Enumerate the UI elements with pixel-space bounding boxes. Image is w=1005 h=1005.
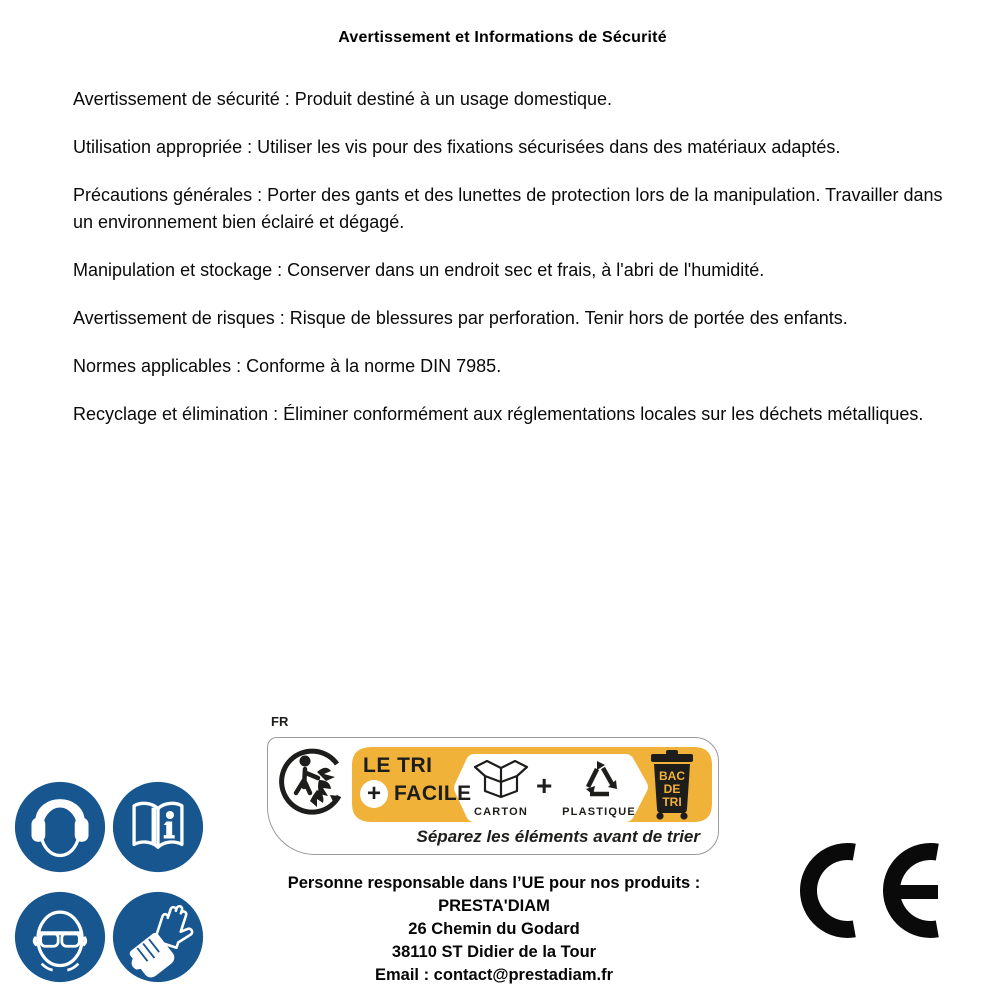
eu-responsible-contact-block: [258, 872, 730, 987]
svg-text:TRI: TRI: [662, 795, 682, 809]
safety-paragraph: Recyclage et élimination : Éliminer conformément aux réglementations locales sur les déchets métalliques.: [73, 404, 924, 424]
wear-protective-gloves-icon: [112, 891, 204, 983]
material-label: PLASTIQUE: [562, 806, 636, 818]
svg-text:BAC: BAC: [659, 769, 685, 783]
safety-paragraph: Utilisation appropriée : Utiliser les vis pour des fixations sécurisées dans des matériaux adaptés.: [73, 137, 841, 157]
mandatory-safety-icons: [14, 781, 210, 983]
responsible-person-line: Personne responsable dans l’UE pour nos produits :: [287, 874, 701, 892]
bac-de-tri-bin-icon: [646, 750, 698, 820]
country-code-label: FR: [271, 714, 289, 729]
wear-eye-protection-icon: [14, 891, 106, 983]
address-line: 38110 ST Didier de la Tour: [391, 943, 597, 961]
letri-plus-badge: [360, 780, 388, 808]
sorting-instruction-note: Séparez les éléments avant de trier: [416, 827, 700, 846]
material-label: CARTON: [473, 806, 529, 818]
carton-box-icon: [472, 757, 530, 799]
address-line: 26 Chemin du Godard: [408, 920, 580, 938]
svg-text:DE: DE: [663, 782, 681, 796]
safety-paragraph: Manipulation et stockage : Conserver dans un endroit sec et frais, à l'abri de l'humidité.: [73, 260, 765, 280]
plus-sign: +: [366, 780, 381, 807]
company-name: PRESTA'DIAM: [438, 897, 550, 915]
safety-paragraph: Avertissement de sécurité : Produit destiné à un usage domestique.: [73, 89, 612, 109]
wear-ear-protection-icon: [14, 781, 106, 873]
safety-paragraph: Précautions générales : Porter des gants et des lunettes de protection lors de la manipulation. Travailler dans un environnement bien éclairé et dégagé.: [73, 185, 943, 232]
triman-logo-icon: [279, 746, 347, 818]
plastique-recycling-icon: [574, 757, 624, 799]
letri-headline-line2: FACILE: [394, 782, 472, 805]
read-manual-icon: [112, 781, 204, 873]
letri-headline-line1: LE TRI: [363, 754, 433, 777]
contact-email-line: Email : contact@prestadiam.fr: [375, 966, 613, 984]
material-carton: [468, 757, 534, 818]
safety-paragraph: Normes applicables : Conforme à la norme DIN 7985.: [73, 356, 502, 376]
ce-marking-icon: [795, 840, 955, 942]
recycling-sorting-label: [267, 737, 719, 855]
material-plastique: [560, 757, 638, 818]
materials-plus-sign: +: [536, 770, 553, 801]
safety-paragraph: Avertissement de risques : Risque de blessures par perforation. Tenir hors de portée des enfants.: [73, 308, 848, 328]
safety-paragraphs: [73, 86, 953, 449]
page-title: Avertissement et Informations de Sécurité: [338, 29, 667, 46]
